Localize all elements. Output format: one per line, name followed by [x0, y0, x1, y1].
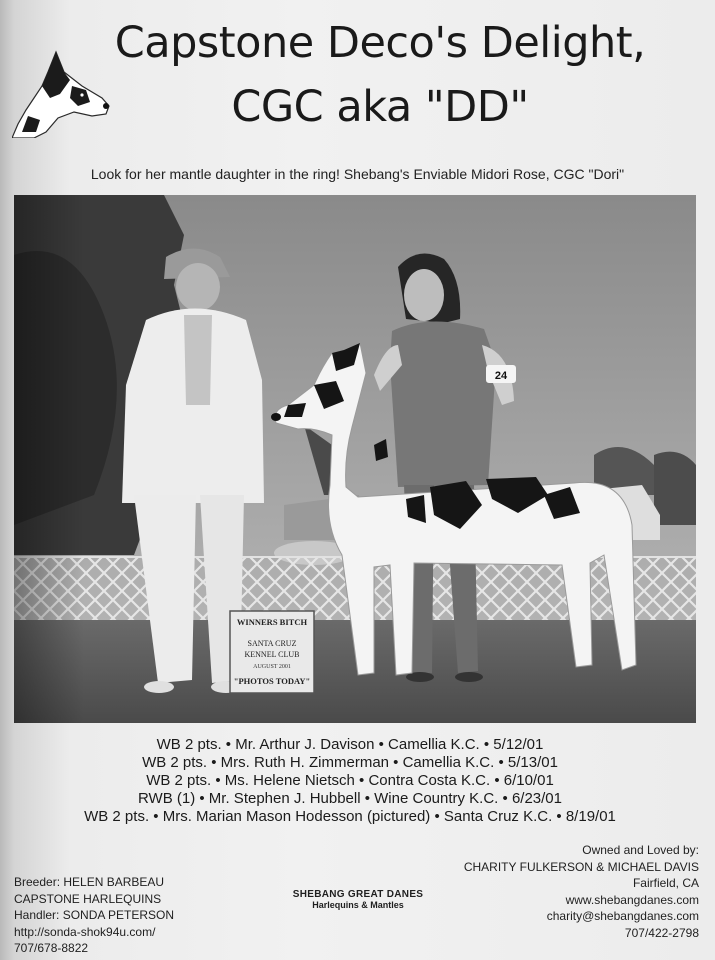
owner-block — [464, 842, 699, 941]
dog-name-title-line2: CGC aka "DD" — [231, 82, 529, 132]
handler-name: Handler: SONDA PETERSON — [14, 908, 175, 922]
sign-date: AUGUST 2001 — [253, 664, 291, 670]
show-photo — [14, 195, 696, 723]
owner-phone: 707/422-2798 — [624, 925, 699, 940]
sign-club-line2: KENNEL CLUB — [244, 650, 300, 659]
owner-names: CHARITY FULKERSON & MICHAEL DAVIS — [463, 859, 699, 874]
handler-website: http://sonda-shok94u.com/ — [14, 924, 156, 939]
owner-label: Owned and Loved by: — [582, 843, 699, 857]
handler-phone: 707/678-8822 — [14, 941, 89, 955]
sign-photos-today: "PHOTOS TODAY" — [233, 676, 311, 686]
win-line: WB 2 pts. • Mr. Arthur J. Davison • Camellia K.C. • 5/12/01 — [156, 736, 544, 753]
win-line: RWB (1) • Mr. Stephen J. Hubbell • Wine Country K.C. • 6/23/01 — [138, 790, 562, 807]
tagline: Look for her mantle daughter in the ring! Shebang's Enviable Midori Rose, CGC "Dori" — [90, 166, 625, 182]
win-line: WB 2 pts. • Mrs. Ruth H. Zimmerman • Camellia K.C. • 5/13/01 — [142, 754, 558, 771]
dog-name-title: Capstone Deco's Delight, — [114, 18, 646, 68]
armband-number: 24 — [494, 370, 508, 382]
sign-title: WINNERS BITCH — [236, 617, 308, 627]
breeder-block — [14, 874, 174, 957]
breeder-name: Breeder: HELEN BARBEAU — [14, 875, 165, 889]
kennel-block — [278, 889, 438, 910]
kennel-name: SHEBANG GREAT DANES — [292, 889, 424, 900]
owner-city: Fairfield, CA — [632, 876, 699, 890]
breeder-kennel: CAPSTONE HARLEQUINS — [14, 891, 162, 906]
win-line: WB 2 pts. • Mrs. Marian Mason Hodesson (pictured) • Santa Cruz K.C. • 8/19/01 — [84, 808, 616, 825]
kennel-subtitle: Harlequins & Mantles — [312, 900, 404, 910]
owner-email: charity@shebangdanes.com — [546, 909, 699, 923]
owner-website: www.shebangdanes.com — [565, 892, 699, 907]
sign-club-line1: SANTA CRUZ — [247, 639, 297, 648]
wins-list — [40, 736, 660, 826]
win-line: WB 2 pts. • Ms. Helene Nietsch • Contra Costa K.C. • 6/10/01 — [146, 772, 554, 789]
